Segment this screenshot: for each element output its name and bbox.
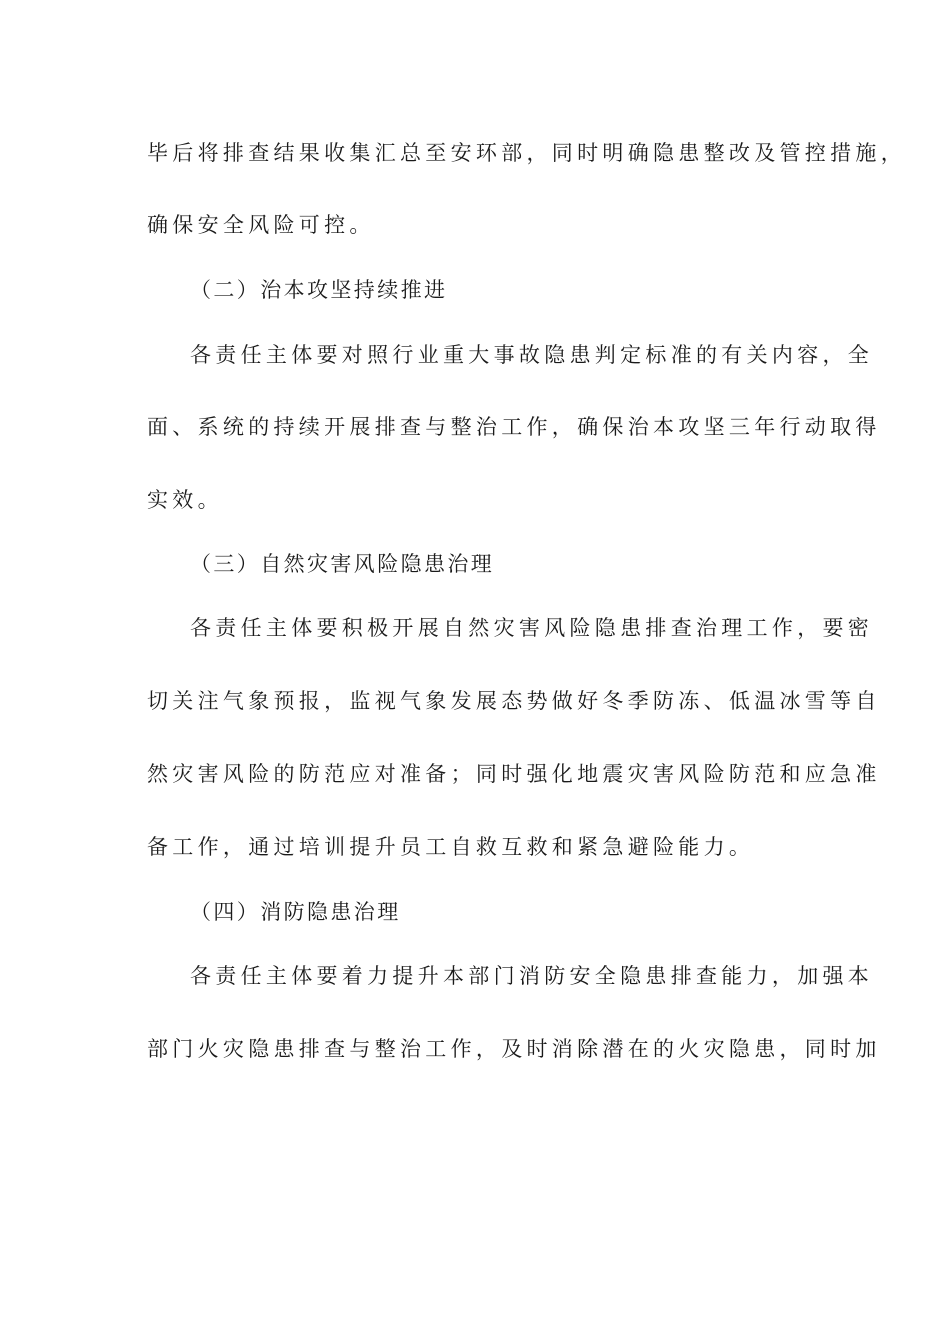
paragraph-first-line: 各责任主体要着力提升本部门消防安全隐患排查能力，加强本 [190,964,874,988]
paragraph-first-line: 各责任主体要对照行业重大事故隐患判定标准的有关内容，全 [190,343,874,367]
section-heading-4: （四）消防隐患治理 [190,900,401,924]
paragraph-continuation-line: 毕后将排查结果收集汇总至安环部，同时明确隐患整改及管控措施， [147,141,906,165]
paragraph-continuation-line: 然灾害风险的防范应对准备；同时强化地震灾害风险防范和应急准 [147,762,881,786]
section-heading-2: （二）治本攻坚持续推进 [190,278,448,302]
paragraph-continuation-line: 实效。 [147,488,223,512]
paragraph-continuation-line: 部门火灾隐患排查与整治工作，及时消除潜在的火灾隐患，同时加 [147,1037,881,1061]
paragraph-continuation-line: 备工作，通过培训提升员工自救互救和紧急避险能力。 [147,835,755,859]
paragraph-continuation-line: 面、系统的持续开展排查与整治工作，确保治本攻坚三年行动取得 [147,415,881,439]
section-heading-3: （三）自然灾害风险隐患治理 [190,552,495,576]
paragraph-continuation-line: 切关注气象预报，监视气象发展态势做好冬季防冻、低温冰雪等自 [147,689,881,713]
paragraph-continuation-line: 确保安全风险可控。 [147,213,375,237]
paragraph-first-line: 各责任主体要积极开展自然灾害风险隐患排查治理工作，要密 [190,616,874,640]
